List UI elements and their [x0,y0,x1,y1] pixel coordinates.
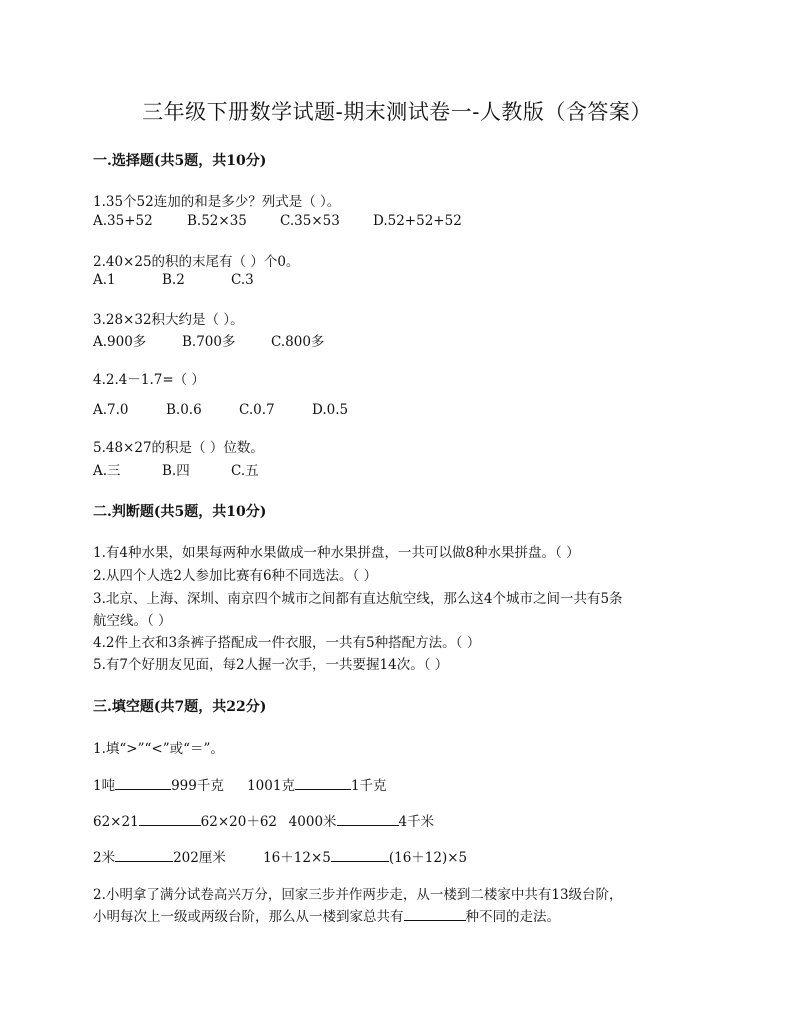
option: C.0.7 [239,402,275,418]
section-heading-fill: 三.填空题(共7题，共22分) [93,699,267,715]
option: C.五 [231,463,259,479]
statement: 航空线。（ ） [93,613,172,629]
statement: 1.有4种水果，如果每两种水果做成一种水果拼盘，一共可以做8种水果拼盘。（ ） [93,545,580,561]
question-text: 2.40×25的积的末尾有（ ）个0。 [93,254,300,270]
page-title: 三年级下册数学试题-期末测试卷一-人教版（含答案） [142,100,652,124]
answer-blank[interactable] [115,777,171,790]
compare-row [93,846,467,866]
question-text: 2.小明拿了满分试卷高兴万分，回家三步并作两步走，从一楼到二楼家中共有13级台阶， [93,887,623,903]
compare-right: 999千克 [171,778,224,794]
compare-left: 4000米 [288,814,337,830]
compare-left: 2米 [93,850,116,866]
option: C.800多 [271,334,325,350]
answer-blank[interactable] [295,777,351,790]
option: A.7.0 [93,402,129,418]
answer-blank[interactable] [139,813,201,826]
option: B.2 [162,272,185,288]
option-row [93,459,259,479]
statement: 3.北京、上海、深圳、南京四个城市之间都有直达航空线，那么这4个城市之间一共有5条 [93,591,623,607]
compare-right: (16＋12)×5 [388,850,468,866]
answer-blank[interactable] [337,813,399,826]
compare-right: 202厘米 [173,850,226,866]
answer-blank[interactable] [115,849,173,862]
question-text: 3.28×32积大约是（ ）。 [93,312,244,328]
statement: 2.从四个人选2人参加比赛有6种不同选法。（ ） [93,568,378,584]
section-heading-choice: 一.选择题(共5题，共10分) [93,153,267,169]
option: B.四 [162,463,190,479]
compare-row [93,810,434,830]
question-text: 1.填“>”“<”或“＝”。 [93,741,224,757]
option: C.3 [231,272,254,288]
option: A.三 [93,463,121,479]
question-text: 5.48×27的积是（ ）位数。 [93,440,264,456]
compare-right: 4千米 [398,814,435,830]
compare-left: 1吨 [93,778,116,794]
compare-row [93,774,387,794]
compare-right: 62×20＋62 [200,814,278,830]
option: D.52+52+52 [373,213,462,229]
option: B.700多 [182,334,236,350]
option: B.0.6 [166,402,202,418]
answer-blank[interactable] [331,849,389,862]
question-text-line [93,905,560,925]
question-text: 1.35个52连加的和是多少？列式是（ ）。 [93,194,341,210]
statement: 4.2件上衣和3条裤子搭配成一件衣服，一共有5种搭配方法。（ ） [93,635,481,651]
option: B.52×35 [187,213,247,229]
question-text: 4.2.4－1.7=（ ） [93,372,205,388]
compare-left: 16＋12×5 [263,850,331,866]
option: D.0.5 [312,402,349,418]
question-text: 小明每次上一级或两级台阶，那么从一楼到家总共有 [93,909,404,925]
question-text: 种不同的走法。 [465,909,560,925]
option: A.900多 [93,334,147,350]
section-heading-judgement: 二.判断题(共5题，共10分) [93,504,267,520]
option-row [93,402,348,418]
answer-blank[interactable] [404,908,466,921]
option: A.35+52 [93,213,153,229]
compare-left: 1001克 [247,778,295,794]
compare-left: 62×21 [93,814,139,830]
option: C.35×53 [280,213,340,229]
statement: 5.有7个好朋友见面，每2人握一次手，一共要握14次。（ ） [93,657,449,673]
option-row [93,213,462,229]
option: A.1 [93,272,116,288]
option-row [93,330,324,350]
option-row [93,272,254,288]
compare-right: 1千克 [350,778,387,794]
